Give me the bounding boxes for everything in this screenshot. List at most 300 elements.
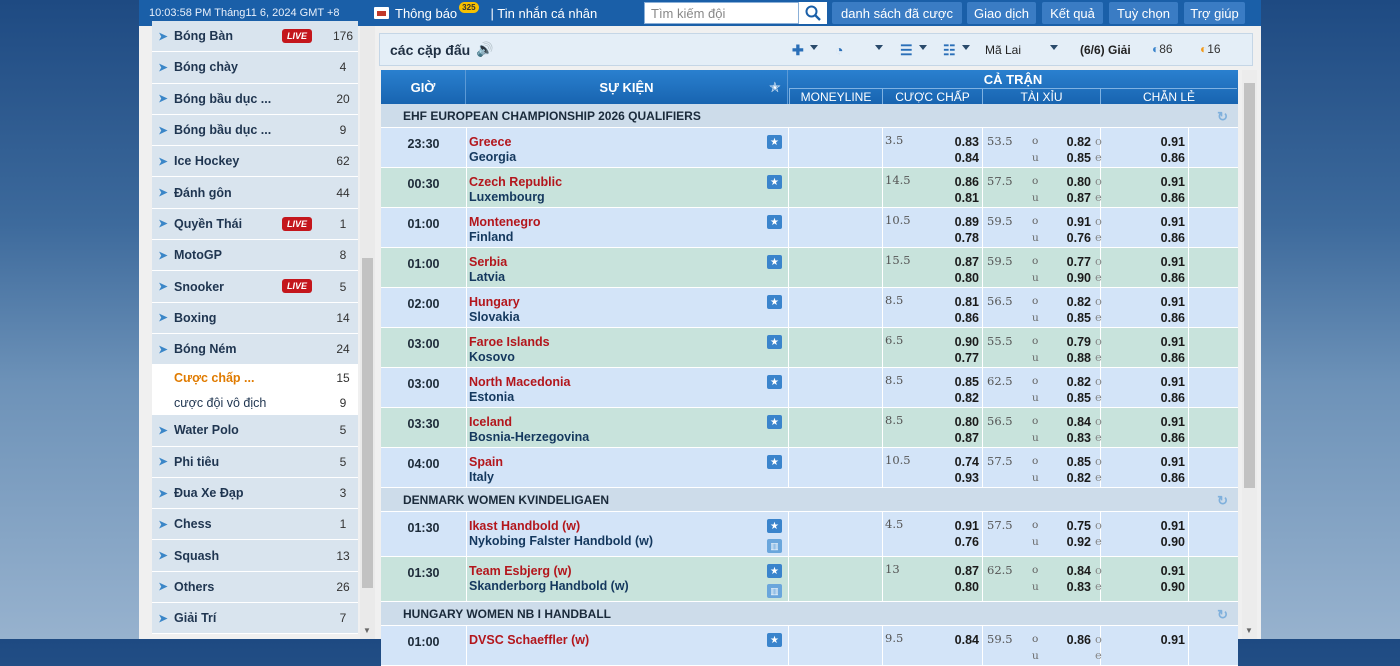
column-divider (882, 328, 883, 367)
chevron-icon: ➤ (158, 550, 168, 563)
column-divider (788, 448, 789, 487)
under-odds[interactable]: 0.76 (1066, 231, 1091, 245)
match-time: 03:00 (407, 377, 440, 391)
under-odds[interactable]: 0.82 (1066, 471, 1091, 485)
match-row (381, 168, 1238, 208)
favorite-star-icon[interactable]: ★ (767, 455, 782, 469)
column-divider (882, 557, 883, 601)
caret-down-icon[interactable] (919, 45, 927, 50)
odd-label: o (1095, 294, 1102, 308)
column-divider (466, 448, 467, 487)
table-body (381, 104, 1238, 666)
chevron-icon: ➤ (158, 155, 168, 168)
sidebar-scrollbar[interactable] (360, 26, 375, 639)
nav-help[interactable]: Trợ giúp (1184, 2, 1245, 24)
column-divider (1188, 168, 1189, 207)
even-odds[interactable]: 0.86 (1160, 311, 1185, 325)
match-time: 04:00 (407, 457, 440, 471)
column-divider (1188, 512, 1189, 556)
match-row (381, 208, 1238, 248)
column-divider (1188, 128, 1189, 167)
odd-odds[interactable]: 0.91 (1160, 255, 1185, 269)
sidebar-item[interactable]: ➤ Snooker LIVE 5 (152, 271, 358, 302)
column-divider (466, 368, 467, 407)
chevron-icon: ➤ (158, 124, 168, 137)
sidebar-item[interactable]: ➤ Ice Hockey 62 (152, 146, 358, 177)
even-label: e (1095, 310, 1102, 324)
column-divider (982, 448, 983, 487)
over-label: o (1032, 335, 1039, 347)
sidebar-item[interactable]: ➤ Others 26 (152, 572, 358, 603)
under-label: u (1032, 581, 1039, 593)
favorite-star-icon[interactable]: ★ (767, 564, 782, 578)
even-label: e (1095, 190, 1102, 204)
under-label: u (1032, 192, 1039, 204)
over-label: o (1032, 135, 1039, 147)
scroll-down-icon[interactable]: ▼ (1245, 626, 1253, 635)
even-label: e (1095, 390, 1102, 404)
under-odds[interactable]: 0.85 (1066, 311, 1091, 325)
handicap-line: 10.5 (885, 453, 911, 467)
sidebar-subitem-handicap[interactable]: Cược chấp ... 15 (152, 365, 358, 390)
notification-badge: 325 (459, 2, 478, 13)
search-button[interactable] (799, 2, 827, 24)
total-line: 59.5 (987, 214, 1013, 228)
over-odds[interactable]: 0.79 (1066, 335, 1091, 349)
chevron-icon: ➤ (158, 93, 168, 106)
scroll-down-icon[interactable]: ▼ (363, 626, 371, 635)
handicap-home-odds[interactable]: 0.85 (954, 375, 979, 389)
even-odds[interactable]: 0.86 (1160, 151, 1185, 165)
under-label: u (1032, 536, 1039, 548)
column-divider (1188, 557, 1189, 601)
match-time: 03:30 (407, 417, 440, 431)
column-divider (882, 208, 883, 247)
under-odds[interactable]: 0.85 (1066, 151, 1091, 165)
messages-link[interactable]: | Tin nhắn cá nhân (490, 5, 598, 21)
league-row[interactable] (381, 104, 1238, 128)
over-odds[interactable]: 0.75 (1066, 519, 1091, 533)
under-odds[interactable]: 0.90 (1066, 271, 1091, 285)
chevron-icon: ➤ (158, 424, 168, 437)
favorite-star-icon[interactable]: ★ (767, 519, 782, 533)
away-team: Luxembourg (469, 190, 545, 204)
even-label: e (1095, 230, 1102, 244)
nav-options[interactable]: Tuỳ chọn (1109, 2, 1178, 24)
column-divider (982, 168, 983, 207)
sidebar-item[interactable]: ➤ Water Polo 5 (152, 415, 358, 446)
chevron-icon: ➤ (158, 281, 168, 294)
total-line: 53.5 (987, 134, 1013, 148)
column-divider (788, 557, 789, 601)
odd-odds[interactable]: 0.91 (1160, 135, 1185, 149)
over-label: o (1032, 215, 1039, 227)
match-time: 01:00 (407, 217, 440, 231)
column-divider (982, 408, 983, 447)
main-scroll-thumb[interactable] (1244, 83, 1255, 488)
speaker-icon[interactable]: 🔊 (476, 41, 494, 57)
chevron-down-icon[interactable] (1050, 45, 1058, 50)
handicap-home-odds[interactable]: 0.86 (954, 175, 979, 189)
home-team: Team Esbjerg (w) (469, 564, 572, 578)
over-odds[interactable]: 0.86 (1066, 633, 1091, 647)
handicap-line: 6.5 (885, 333, 904, 347)
handicap-line: 4.5 (885, 517, 904, 531)
even-odds[interactable]: 0.86 (1160, 231, 1185, 245)
league-name: HUNGARY WOMEN NB I HANDBALL (403, 606, 611, 621)
match-row (381, 248, 1238, 288)
handicap-home-odds[interactable]: 0.81 (954, 295, 979, 309)
odd-odds[interactable]: 0.91 (1160, 335, 1185, 349)
handicap-away-odds[interactable]: 0.84 (954, 151, 979, 165)
handicap-line: 10.5 (885, 213, 911, 227)
col-fulltime: CẢ TRẬN (983, 71, 1043, 87)
column-divider (882, 288, 883, 327)
away-team: Georgia (469, 150, 517, 164)
odds-format-select[interactable]: Mã Lai (985, 43, 1022, 57)
chevron-icon: ➤ (158, 61, 168, 74)
even-odds[interactable]: 0.86 (1160, 431, 1185, 445)
match-time: 01:30 (407, 566, 440, 580)
odd-odds[interactable]: 0.91 (1160, 564, 1185, 578)
even-odds[interactable]: 0.86 (1160, 471, 1185, 485)
handicap-away-odds[interactable]: 0.86 (954, 311, 979, 325)
over-label: o (1032, 175, 1039, 187)
away-team: Estonia (469, 390, 515, 404)
main-scrollbar[interactable] (1242, 70, 1257, 639)
column-divider (982, 512, 983, 556)
over-odds[interactable]: 0.85 (1066, 455, 1091, 469)
sidebar-item[interactable]: ➤ MotoGP 8 (152, 240, 358, 271)
league-row[interactable] (381, 488, 1238, 512)
total-line: 57.5 (987, 174, 1013, 188)
match-row (381, 288, 1238, 328)
sidebar-item[interactable]: ➤ Squash 13 (152, 540, 358, 571)
over-odds[interactable]: 0.77 (1066, 255, 1091, 269)
home-team: Iceland (469, 415, 513, 429)
total-line: 56.5 (987, 414, 1013, 428)
even-label: e (1095, 430, 1102, 444)
column-divider (1188, 626, 1189, 665)
mail-icon[interactable] (374, 7, 389, 19)
column-divider (882, 368, 883, 407)
even-odds[interactable]: 0.86 (1160, 191, 1185, 205)
over-odds[interactable]: 0.80 (1066, 175, 1091, 189)
odd-label: o (1095, 374, 1102, 388)
match-row (381, 328, 1238, 368)
under-odds[interactable]: 0.87 (1066, 191, 1091, 205)
column-divider (982, 208, 983, 247)
match-time: 01:30 (407, 521, 440, 535)
odd-label: o (1095, 414, 1102, 428)
refresh-coin-icon: ◐ (1152, 42, 1160, 56)
favorite-star-icon[interactable]: ★ (767, 255, 782, 269)
column-divider (466, 328, 467, 367)
favorite-star-icon[interactable]: ★ (767, 135, 782, 149)
sidebar-item[interactable]: ➤ Bóng Bàn LIVE 176 (152, 21, 358, 52)
away-team: Kosovo (469, 350, 515, 364)
handicap-away-odds[interactable]: 0.76 (954, 535, 979, 549)
home-team: Faroe Islands (469, 335, 550, 349)
even-odds[interactable]: 0.90 (1160, 580, 1185, 594)
handicap-away-odds[interactable]: 0.82 (954, 391, 979, 405)
total-line: 55.5 (987, 334, 1013, 348)
column-divider (982, 328, 983, 367)
under-label: u (1032, 650, 1039, 662)
over-label: o (1032, 633, 1039, 645)
column-divider (982, 368, 983, 407)
home-team: Ikast Handbold (w) (469, 519, 581, 533)
under-odds[interactable]: 0.92 (1066, 535, 1091, 549)
handicap-home-odds[interactable]: 0.87 (954, 255, 979, 269)
even-label: e (1095, 534, 1102, 548)
under-label: u (1032, 232, 1039, 244)
handicap-home-odds[interactable]: 0.83 (954, 135, 979, 149)
home-team: North Macedonia (469, 375, 571, 389)
odd-odds[interactable]: 0.91 (1160, 175, 1185, 189)
odds-table (381, 70, 1238, 666)
favorite-star-icon[interactable]: ★ (767, 415, 782, 429)
under-label: u (1032, 312, 1039, 324)
home-team: Hungary (469, 295, 520, 309)
sidebar-item[interactable]: ➤ Quyền Thái LIVE 1 (152, 209, 358, 240)
col-moneyline: MONEYLINE (789, 88, 882, 104)
nav-bet-list[interactable]: danh sách đã cược (832, 2, 962, 24)
under-odds[interactable]: 0.83 (1066, 431, 1091, 445)
column-divider (466, 288, 467, 327)
handicap-line: 14.5 (885, 173, 911, 187)
credit-counter[interactable]: ◐86 (1152, 42, 1173, 56)
handicap-home-odds[interactable]: 0.84 (954, 633, 979, 647)
column-divider (882, 248, 883, 287)
match-time: 03:00 (407, 337, 440, 351)
match-row (381, 512, 1238, 557)
over-odds[interactable]: 0.82 (1066, 295, 1091, 309)
favorite-star-icon[interactable]: ★ (767, 215, 782, 229)
over-label: o (1032, 519, 1039, 531)
away-team: Latvia (469, 270, 506, 284)
over-label: o (1032, 564, 1039, 576)
sidebar-item[interactable]: ➤ Bóng bầu dục ... 20 (152, 84, 358, 115)
match-row (381, 128, 1238, 168)
handicap-line: 3.5 (885, 133, 904, 147)
sidebar-item[interactable]: ➤ Bóng chày 4 (152, 52, 358, 83)
sidebar-item[interactable]: ➤ Bóng Ném 24 (152, 334, 358, 365)
column-divider (466, 248, 467, 287)
under-label: u (1032, 432, 1039, 444)
handicap-home-odds[interactable]: 0.80 (954, 415, 979, 429)
away-team: Slovakia (469, 310, 520, 324)
stats-icon[interactable]: ▥ (767, 539, 782, 553)
sidebar-item[interactable]: ➤ Boxing 14 (152, 303, 358, 334)
favorite-star-icon[interactable]: ★ (767, 633, 782, 647)
caret-down-icon[interactable] (810, 45, 818, 50)
sidebar-item[interactable]: ➤ Đua Xe Đạp 3 (152, 478, 358, 509)
match-row (381, 448, 1238, 488)
odd-odds[interactable]: 0.91 (1160, 375, 1185, 389)
column-divider (1188, 328, 1189, 367)
sidebar-scroll-thumb[interactable] (362, 258, 373, 588)
search-input[interactable]: Tìm kiếm đội (644, 2, 799, 24)
app-window (139, 0, 1261, 662)
sidebar-item[interactable]: ➤ Giải Trí 7 (152, 603, 358, 634)
handicap-away-odds[interactable]: 0.93 (954, 471, 979, 485)
handicap-home-odds[interactable]: 0.74 (954, 455, 979, 469)
sort-icon[interactable]: ☰ (900, 42, 913, 58)
home-team: Greece (469, 135, 512, 149)
over-odds[interactable]: 0.82 (1066, 375, 1091, 389)
even-label: e (1095, 470, 1102, 484)
sidebar-subitem-outright[interactable]: cược đội vô địch 9 (152, 390, 358, 415)
handicap-away-odds[interactable]: 0.78 (954, 231, 979, 245)
odd-label: o (1095, 174, 1102, 188)
handicap-home-odds[interactable]: 0.90 (954, 335, 979, 349)
chevron-icon: ➤ (158, 487, 168, 500)
nav-transactions[interactable]: Giao dịch (967, 2, 1036, 24)
column-divider (788, 248, 789, 287)
handicap-away-odds[interactable]: 0.87 (954, 431, 979, 445)
over-odds[interactable]: 0.84 (1066, 415, 1091, 429)
even-odds[interactable]: 0.86 (1160, 271, 1185, 285)
away-team: Nykobing Falster Handbold (w) (469, 534, 654, 548)
refresh-icon[interactable]: ↻ (1217, 607, 1228, 622)
even-odds[interactable]: 0.86 (1160, 391, 1185, 405)
list-view-icon[interactable]: ☷ (943, 42, 956, 58)
league-filter[interactable]: (6/6) Giải (1080, 43, 1131, 57)
odd-odds[interactable]: 0.91 (1160, 295, 1185, 309)
handicap-line: 15.5 (885, 253, 911, 267)
sidebar-item[interactable]: ➤ Bóng bầu dục ... 9 (152, 115, 358, 146)
even-odds[interactable]: 0.90 (1160, 535, 1185, 549)
favorite-star-icon[interactable]: ★ (767, 175, 782, 189)
away-team: Bosnia-Herzegovina (469, 430, 590, 444)
sidebar-item[interactable]: ➤ Đánh gôn 44 (152, 177, 358, 208)
under-label: u (1032, 152, 1039, 164)
favorite-star-icon[interactable]: ★ (767, 295, 782, 309)
total-line: 59.5 (987, 254, 1013, 268)
column-divider (788, 368, 789, 407)
even-label: e (1095, 270, 1102, 284)
handicap-away-odds[interactable]: 0.80 (954, 580, 979, 594)
even-label: e (1095, 150, 1102, 164)
total-line: 59.5 (987, 632, 1013, 646)
add-icon[interactable]: ✚ (792, 42, 804, 58)
odd-label: o (1095, 214, 1102, 228)
under-odds[interactable]: 0.88 (1066, 351, 1091, 365)
league-name: DENMARK WOMEN KVINDELIGAEN (403, 492, 609, 507)
league-name: EHF EUROPEAN CHAMPIONSHIP 2026 QUALIFIERS (403, 108, 701, 123)
column-divider (1188, 208, 1189, 247)
under-odds[interactable]: 0.85 (1066, 391, 1091, 405)
handicap-away-odds[interactable]: 0.77 (954, 351, 979, 365)
handicap-home-odds[interactable]: 0.87 (954, 564, 979, 578)
live-badge: LIVE (282, 279, 312, 293)
caret-down-icon[interactable] (962, 45, 970, 50)
handicap-line: 8.5 (885, 413, 904, 427)
column-divider (788, 512, 789, 556)
under-odds[interactable]: 0.83 (1066, 580, 1091, 594)
handicap-away-odds[interactable]: 0.80 (954, 271, 979, 285)
chevron-icon: ➤ (158, 30, 168, 43)
odd-label: o (1095, 454, 1102, 468)
refresh-icon[interactable]: ↻ (1217, 493, 1228, 508)
page-title: các cặp đấu (390, 41, 471, 58)
home-team: Spain (469, 455, 504, 469)
odd-label: o (1095, 518, 1102, 532)
favorite-star-icon[interactable]: ★ (767, 335, 782, 349)
over-odds[interactable]: 0.91 (1066, 215, 1091, 229)
match-row (381, 368, 1238, 408)
clock-icon[interactable]: ◔ (835, 42, 844, 58)
column-divider (466, 408, 467, 447)
handicap-home-odds[interactable]: 0.89 (954, 215, 979, 229)
even-odds[interactable]: 0.86 (1160, 351, 1185, 365)
odd-odds[interactable]: 0.91 (1160, 215, 1185, 229)
odd-odds[interactable]: 0.91 (1160, 415, 1185, 429)
chevron-icon: ➤ (158, 581, 168, 594)
column-divider (882, 128, 883, 167)
handicap-home-odds[interactable]: 0.91 (954, 519, 979, 533)
match-row (381, 408, 1238, 448)
odd-odds[interactable]: 0.91 (1160, 633, 1185, 647)
home-team: Serbia (469, 255, 508, 269)
caret-down-icon[interactable] (875, 45, 883, 50)
over-odds[interactable]: 0.84 (1066, 564, 1091, 578)
handicap-line: 9.5 (885, 631, 904, 645)
chevron-icon: ➤ (158, 218, 168, 231)
nav-results[interactable]: Kết quả (1042, 2, 1103, 24)
match-row (381, 626, 1238, 666)
refresh-icon[interactable]: ↻ (1217, 109, 1228, 124)
match-time: 01:00 (407, 635, 440, 649)
column-divider (466, 557, 467, 601)
column-divider (1188, 368, 1189, 407)
odd-label: o (1095, 563, 1102, 577)
home-team: DVSC Schaeffler (w) (469, 633, 590, 647)
column-divider (1188, 448, 1189, 487)
sidebar-item[interactable]: ➤ Phi tiêu 5 (152, 447, 358, 478)
stats-icon[interactable]: ▥ (767, 584, 782, 598)
handicap-away-odds[interactable]: 0.81 (954, 191, 979, 205)
league-row[interactable] (381, 602, 1238, 626)
column-divider (882, 512, 883, 556)
favorite-star-icon[interactable]: ★ (767, 375, 782, 389)
star-icon[interactable]: ✭ (769, 79, 781, 95)
notification-area[interactable] (374, 2, 598, 21)
subheader (789, 88, 1237, 104)
column-divider (982, 128, 983, 167)
column-divider (982, 288, 983, 327)
column-divider (788, 288, 789, 327)
odd-odds[interactable]: 0.91 (1160, 455, 1185, 469)
column-divider (788, 408, 789, 447)
credit-counter[interactable]: ◐16 (1200, 42, 1221, 56)
sidebar-item[interactable]: ➤ Chess 1 (152, 509, 358, 540)
under-label: u (1032, 392, 1039, 404)
column-divider (1188, 248, 1189, 287)
column-divider (882, 626, 883, 665)
notification-label[interactable]: Thông báo (395, 5, 458, 21)
odd-odds[interactable]: 0.91 (1160, 519, 1185, 533)
column-divider (788, 328, 789, 367)
chevron-icon: ➤ (158, 312, 168, 325)
column-divider (982, 626, 983, 665)
even-label: e (1095, 579, 1102, 593)
chevron-icon: ➤ (158, 249, 168, 262)
search-icon (805, 5, 821, 21)
over-odds[interactable]: 0.82 (1066, 135, 1091, 149)
column-divider (466, 168, 467, 207)
